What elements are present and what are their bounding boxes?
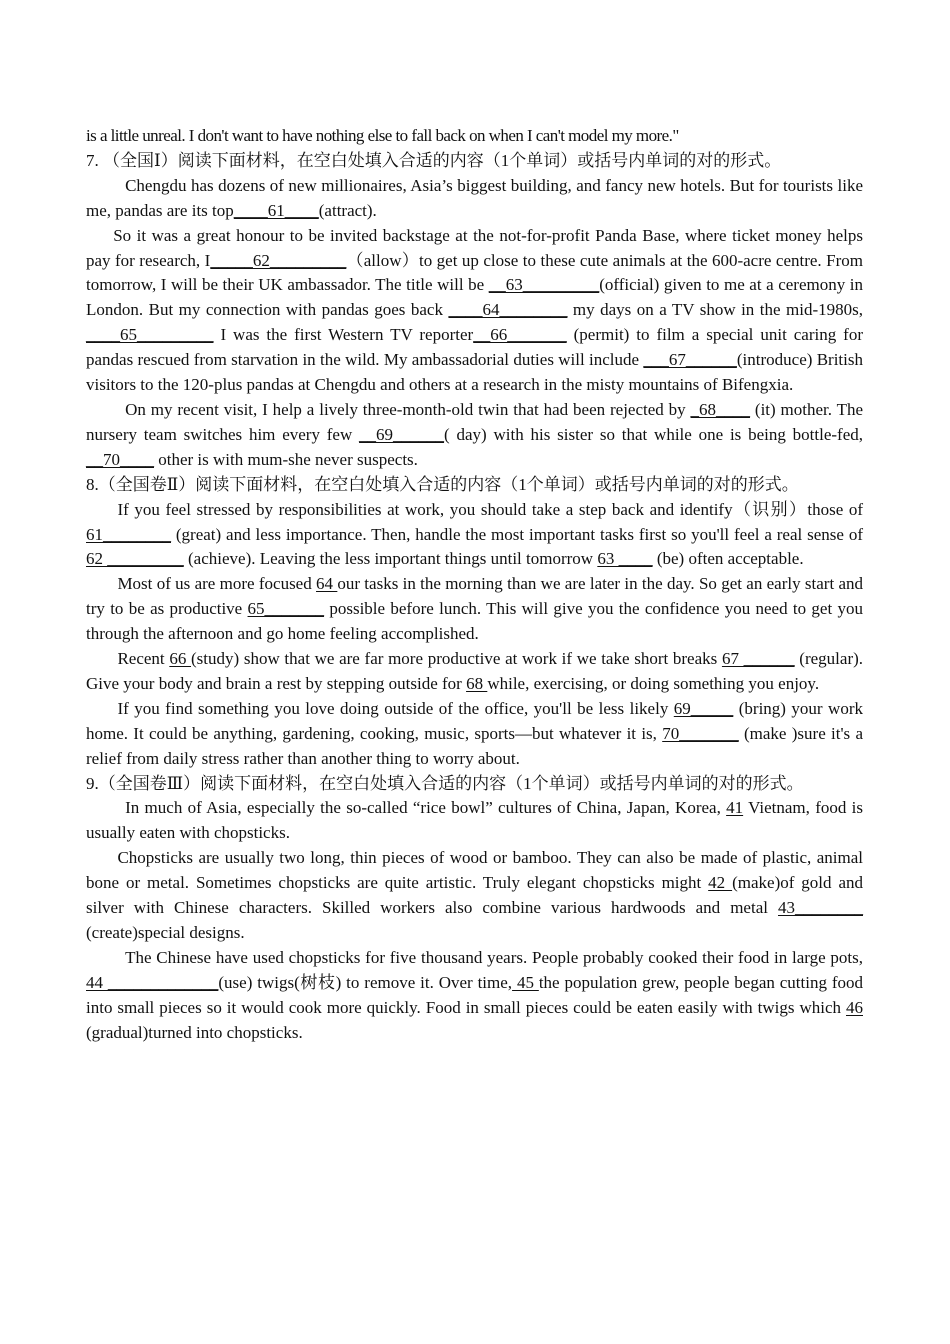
q9-paragraph-1 bbox=[86, 796, 863, 846]
q7-paragraph-1 bbox=[86, 174, 863, 224]
text-run: (bring) your work home. It could be anything, gardening, cooking, music, sports—but whatever it is, bbox=[86, 698, 863, 743]
q8-paragraph-3 bbox=[86, 647, 863, 697]
q9-paragraph-2 bbox=[86, 846, 863, 946]
text-run: On my recent visit, I help a lively three-month-old twin that had been rejected by bbox=[125, 399, 691, 419]
answer-blank: 65_______ bbox=[247, 599, 325, 619]
q7-paragraph-2 bbox=[86, 224, 863, 398]
q8-paragraph-4 bbox=[86, 697, 863, 772]
text-run: Recent bbox=[117, 649, 170, 669]
answer-blank: 63 ____ bbox=[597, 549, 653, 569]
text-run: possible before lunch. This will give you the confidence you need to get you through the afternoon and go home feeling accomplished. bbox=[86, 599, 864, 644]
question-8-heading: 8.（全国卷Ⅱ）阅读下面材料，在空白处填入合适的内容（1个单词）或括号内单词的对的形式。 bbox=[86, 474, 799, 494]
answer-blank: 46 bbox=[846, 997, 863, 1017]
text-run: Vietnam, food is usually eaten with chopsticks. bbox=[86, 798, 863, 843]
text-run: (study) show that we are far more productive at work if we take short breaks bbox=[191, 649, 722, 669]
text-run: If you find something you love doing outside of the office, you'll be less likely bbox=[117, 698, 674, 718]
text-run: Chopsticks are usually two long, thin pieces of wood or bamboo. They can also be made of plastic, animal bone or metal. Sometimes chopsticks are quite artistic. Truly elegant chopsticks might bbox=[86, 848, 863, 893]
text-run: (attract). bbox=[318, 200, 377, 220]
answer-blank: 70_______ bbox=[662, 723, 739, 743]
answer-blank: 61________ bbox=[86, 524, 171, 544]
text-run: (create)special designs. bbox=[86, 923, 245, 942]
text-run: (introduce) British visitors to the 120-plus pandas at Chengdu and others at a research in the misty mountains of Bifengxia. bbox=[86, 350, 863, 395]
text-run: (great) and less importance. Then, handle the most important tasks first so you'll feel a real sense of bbox=[171, 524, 863, 544]
q9-paragraph-3 bbox=[86, 946, 863, 1046]
question-7-heading: 7. （全国Ⅰ）阅读下面材料，在空白处填入合适的内容（1个单词）或括号内单词的对的形式。 bbox=[86, 150, 782, 170]
answer-blank: 41 bbox=[726, 798, 744, 818]
text-run: (permit) to film a special unit caring for pandas rescued from starvation in the wild. My ambassadorial duties will include bbox=[86, 325, 863, 370]
text-run: Most of us are more focused bbox=[117, 574, 317, 594]
text-run: Chengdu has dozens of new millionaires, Asia’s biggest building, and fancy new hotels. But for tourists like me, pandas are its top bbox=[86, 175, 863, 220]
text-run: (regular). Give your body and brain a rest by stepping outside for bbox=[86, 649, 864, 693]
text-run: (achieve). Leaving the less important things until tomorrow bbox=[183, 549, 598, 569]
text-run: (use) twigs(树枝) to remove it. Over time, bbox=[218, 972, 513, 992]
text-run: (official) given to me at a ceremony in London. But my connection with pandas goes back bbox=[86, 275, 864, 320]
question-9-heading: 9.（全国卷Ⅲ）阅读下面材料，在空白处填入合适的内容（1个单词）或括号内单词的对的形式。 bbox=[86, 773, 804, 793]
answer-blank: __66_______ bbox=[473, 325, 567, 345]
answer-blank: 43________ bbox=[778, 898, 863, 918]
q8-paragraph-2 bbox=[86, 572, 863, 647]
answer-blank: 45 bbox=[512, 972, 539, 992]
text-run: (gradual)turned into chopsticks. bbox=[86, 1022, 303, 1042]
answer-blank: 44 _____________ bbox=[86, 972, 219, 992]
answer-blank: 67 ______ bbox=[721, 649, 795, 669]
intro-tail-line: is a little unreal. I don't want to have nothing else to fall back on when I can't model my more." bbox=[86, 126, 679, 145]
document-body bbox=[86, 124, 863, 1046]
text-run: I was the first Western TV reporter bbox=[213, 325, 474, 345]
answer-blank: ____64________ bbox=[448, 300, 568, 320]
text-run: (make )sure it's a relief from daily stress rather than another thing to worry about. bbox=[86, 723, 863, 768]
answer-blank: 42 bbox=[708, 873, 733, 893]
answer-blank: ____65_________ bbox=[86, 325, 214, 345]
text-run: ( day) with his sister so that while one is being bottle-fed, bbox=[444, 424, 863, 444]
text-run: In much of Asia, especially the so-called “rice bowl” cultures of China, Japan, Korea, bbox=[125, 798, 727, 818]
text-run: my days on a TV show in the mid-1980s, bbox=[567, 300, 863, 320]
answer-blank: 68 bbox=[466, 673, 488, 693]
answer-blank: __63_________ bbox=[488, 275, 600, 295]
text-run: So it was a great honour to be invited backstage at the not-for-profit Panda Base, where ticket money helps pay for research, I bbox=[86, 225, 863, 270]
answer-blank: ___67______ bbox=[643, 350, 737, 370]
answer-blank: _68____ bbox=[690, 399, 751, 419]
q7-paragraph-3 bbox=[86, 398, 863, 473]
text-run: The Chinese have used chopsticks for five thousand years. People probably cooked their food in large pots, bbox=[125, 947, 863, 967]
text-run: If you feel stressed by responsibilities at work, you should take a step back and identify（识别）those of bbox=[117, 499, 863, 519]
answer-blank: __70____ bbox=[86, 449, 154, 469]
text-run: (make)of gold and silver with Chinese characters. Skilled workers also combine various hardwoods and metal bbox=[86, 873, 863, 918]
answer-blank: ____61____ bbox=[233, 200, 319, 220]
text-run: while, exercising, or doing something you enjoy. bbox=[487, 673, 820, 693]
text-run: （allow）to get up close to these cute animals at the 600-acre centre. From tomorrow, I will be their UK ambassador. The title will be bbox=[86, 250, 863, 295]
answer-blank: 62 _________ bbox=[86, 549, 184, 569]
answer-blank: 64 bbox=[316, 574, 338, 594]
text-run: other is with mum-she never suspects. bbox=[154, 449, 418, 469]
answer-blank: 66 bbox=[169, 649, 192, 669]
q8-paragraph-1 bbox=[86, 498, 863, 573]
text-run: the population grew, people began cutting food into small pieces so it would cook more quickly. Food in small pieces could be eaten easily with twigs which bbox=[86, 972, 864, 1017]
text-run: (it) mother. The nursery team switches him every few bbox=[86, 399, 864, 444]
answer-blank: __69______ bbox=[359, 424, 445, 444]
text-run: our tasks in the morning than we are later in the day. So get an early start and try to be as productive bbox=[86, 574, 864, 619]
text-run: (be) often acceptable. bbox=[652, 549, 804, 569]
answer-blank: _____62_________ bbox=[210, 250, 347, 270]
answer-blank: 69_____ bbox=[673, 698, 734, 718]
